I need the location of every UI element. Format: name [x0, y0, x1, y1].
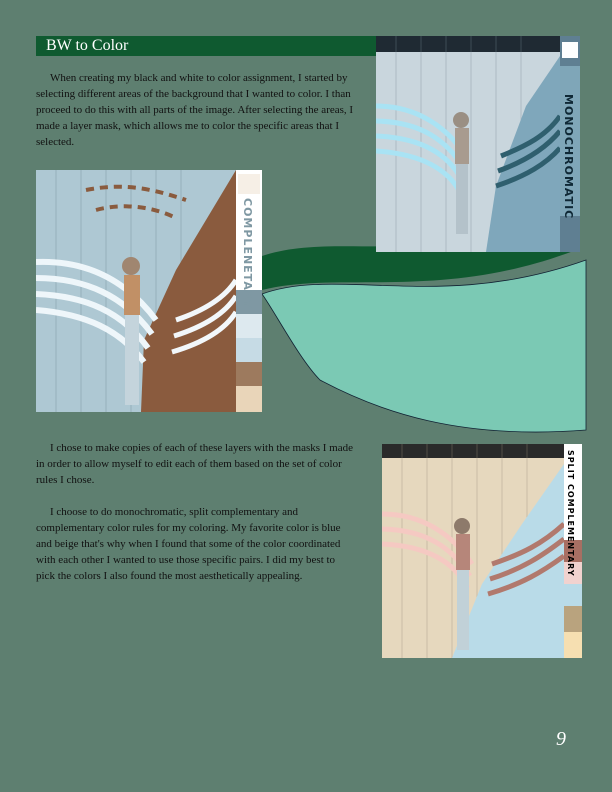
swatch-comp-4: [236, 362, 262, 386]
swatch-comp-5: [236, 386, 262, 412]
monochromatic-photo: [376, 36, 580, 252]
ribbon-light: [262, 260, 586, 432]
page-title: BW to Color: [46, 37, 129, 54]
swatch-split-5: [564, 632, 582, 658]
swatch-comp-2: [236, 314, 262, 338]
title-bar: [36, 36, 376, 56]
swatch-split-4: [564, 606, 582, 632]
page-number: 9: [556, 728, 566, 750]
monochromatic-label: MONOCHROMATIC: [562, 94, 575, 220]
complementary-photo: [36, 170, 262, 412]
paragraph-3: I choose to do monochromatic, split complementary and complementary color rules for my coloring. My favorite color is blue and beige that's why when I found that some of the color coordinated with each other I wanted to use those specific pairs. I did my best to pick the colors I also found the most aesthetically appealing.: [36, 506, 341, 582]
paragraph-2: I chose to make copies of each of these layers with the masks I made in order to allow myself to edit each of them based on the set of color rules I chose.: [36, 442, 354, 486]
swatch-comp-3: [236, 338, 262, 362]
split-complementary-photo: [382, 444, 582, 658]
swatch-split-3: [564, 584, 582, 606]
paragraph-1: When creating my black and white to color assignment, I started by selecting different areas of the background that I wanted to color. I than proceed to do this with all parts of the image. After selecting the areas, I made a layer mask, which allows me to color the specific areas that I selected.: [36, 72, 354, 148]
complementary-label: COMPLENETARY: [241, 198, 254, 309]
split-complementary-label: SPLIT COMPLEMENTARY: [566, 450, 575, 577]
